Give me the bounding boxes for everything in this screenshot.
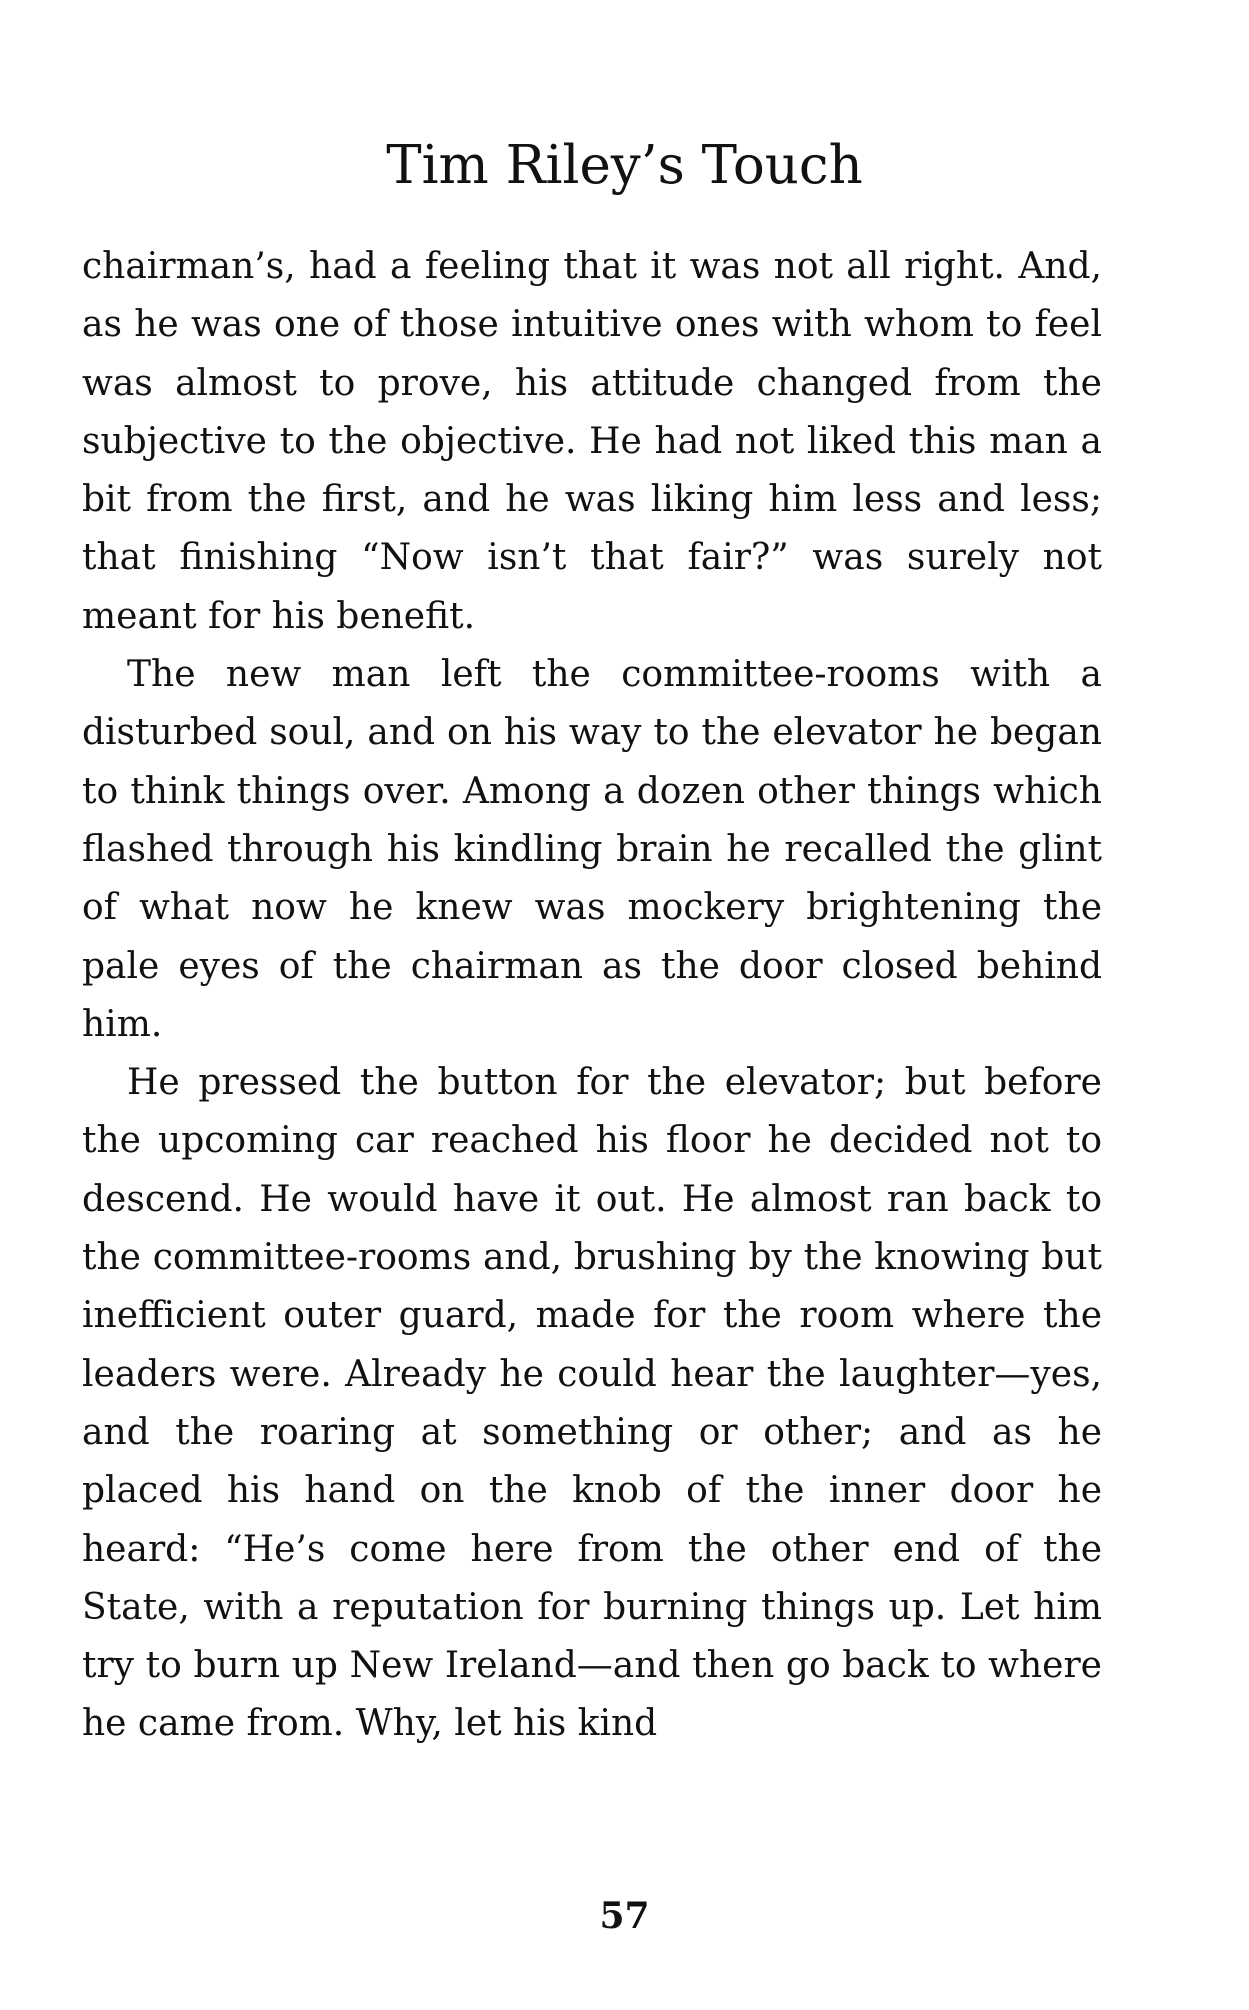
paragraph: He pressed the button for the elevator; but before the upcoming car reached his floor he decided not to descend. He would have it out. He almost ran back to the committee-rooms and, brushing by the knowing but inefficient outer guard, made for the room where the leaders were. Already he could hear the laughter—yes, and the roaring at something or other; and as he placed his hand on the knob of the inner door he heard: “He’s come here from the other end of the State, with a reputation for burning things up. Let him try to burn up New Ireland—and then go back to where he came from. Why, let his kind (82, 1062, 1102, 1745)
paragraph-continued: chairman’s, had a feeling that it was not all right. And, as he was one of those intuitive ones with whom to feel was almost to prove, his attitude changed from the subjective to the objective. He had not liked this man a bit from the first, and he was liking him less and less; that finishing “Now isn’t that fair?” was surely not meant for his benefit. (82, 246, 1102, 637)
paragraph: The new man left the committee-rooms with a disturbed soul, and on his way to the elevator he began to think things over. Among a dozen other things which flashed through his kindling brain he recalled the glint of what now he knew was mockery brightening the pale eyes of the chairman as the door closed behind him. (82, 654, 1102, 1045)
page-number: 57 (599, 1895, 650, 1937)
body-text (82, 238, 1102, 1754)
running-head: Tim Riley’s Touch (386, 135, 863, 196)
